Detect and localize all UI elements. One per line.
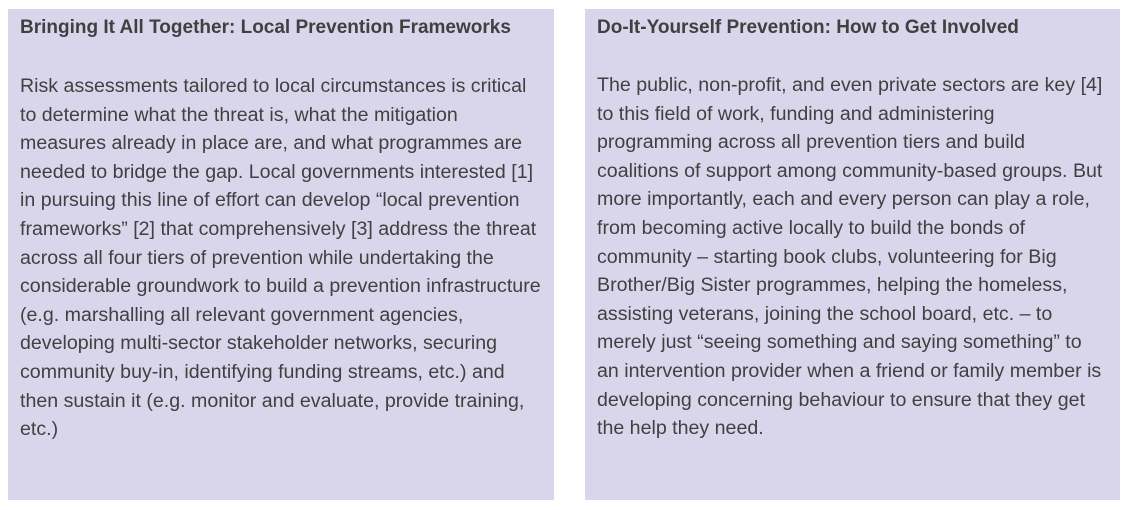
callout-body: Risk assessments tailored to local circumstances is critical to determine what the threat is, what the mitigation measures already in place are, and what programmes are needed to bridge the gap. Local governments interested [1] in pursuing this line of effort can develop “local prevention frameworks” [2] that comprehensively [3] address the threat across all four tiers of prevention while undertaking the considerable groundwork to build a prevention infrastructure (e.g. marshalling all relevant government agencies, developing multi-sector stakeholder networks, securing community buy-in, identifying funding streams, etc.) and then sustain it (e.g. monitor and evaluate, provide training, etc.) — [20, 75, 541, 441]
callout-box-diy-prevention — [585, 9, 1120, 500]
callout-body: The public, non-profit, and even private sectors are key [4] to this field of work, funding and administering programming across all prevention tiers and build coalitions of support among community-based groups. But more importantly, each and every person can play a role, from becoming active locally to build the bonds of community – starting book clubs, volunteering for Big Brother/Big Sister programmes, helping the homeless, assisting veterans, joining the school board, etc. – to merely just “seeing something and saying something” to an intervention provider when a friend or family member is developing concerning behaviour to ensure that they get the help they need. — [597, 74, 1103, 440]
callout-title: Bringing It All Together: Local Prevention Frameworks — [20, 17, 511, 38]
callout-box-local-prevention-frameworks — [8, 9, 554, 500]
callout-title: Do-It-Yourself Prevention: How to Get Involved — [597, 17, 1019, 38]
